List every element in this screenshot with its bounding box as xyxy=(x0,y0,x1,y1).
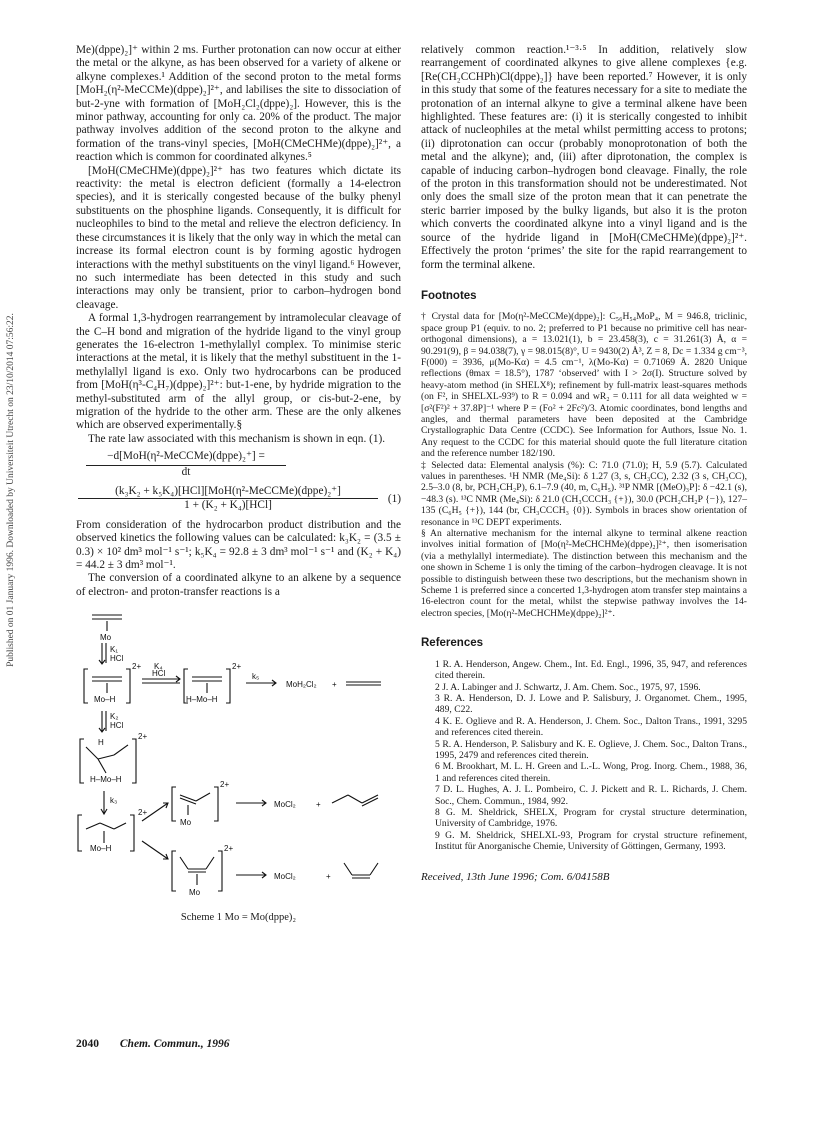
equation-denominator: 1 + (K₂ + K₄)[HCl] xyxy=(184,499,272,512)
scheme-charge: 2+ xyxy=(138,732,148,742)
journal-name: Chem. Commun., 1996 xyxy=(119,1038,230,1050)
equation-number: (1) xyxy=(387,493,401,505)
body-paragraph: Me)(dppe)₂]⁺ within 2 ms. Further protonation can now occur at either the metal or the alkyne, as has been observed for a variety of alkene or alkyne complexes.¹ Addition of the second proton to the metal forms [MoH₂(η²-MeCCMe)(dppe)₂]²⁺, and labilises the site to dissociation of but-2-yne with formation of [MoH₂Cl₂(dppe)₂]. However, this is the minor pathway, accounting for only ca. 20% of the product. The major pathway involves addition of the second proton to the alkyne and formation of the trans-vinyl species, [MoH(CMeCHMe)(dppe)₂]²⁺, a reaction which is common for coordinated alkynes.⁵ xyxy=(76,44,401,164)
body-paragraph: relatively common reaction.¹⁻³·⁵ In addition, relatively slow rearrangement of coordinated alkynes to give allene complexes {e.g. [Re(CH₂CCHPh)Cl(dppe)₂]} have been reported.⁷ However, it is only in this study that some of the features necessary for a site to mediate the protonation of an internal alkyne to give a terminal alkene have been highlighted. These features are: (i) it is sterically congested to inhibit attack of nucleophiles at the metal whilst permitting access to protons; (ii) diprotonation can occur (probably monoprotonation of both the metal and the alkyne); and, (iii) after diprotonation, the complex is capable of inducing carbon–hydrogen bond cleavage. Finally, the role of the proton in this transformation should not be underestimated. Not only does the small size of the proton mean that it can penetrate the steric barrier imposed by the bulky ligands, but also it is the proton which converts the coordinated alkyne into a vinyl ligand and is the source of the hydride ligand in [MoH(CMeCHMe)(dppe)₂]²⁺. Effectively the proton ‘primes’ the site for the rapid rearrangement to form the terminal alkene. xyxy=(421,44,747,271)
reference-item: 2 J. A. Labinger and J. Schwartz, J. Am. Chem. Soc., 1975, 97, 1596. xyxy=(435,681,701,693)
reference-item: 9 G. M. Sheldrick, SHELXL-93, Program for crystal structure refinement, Institut für Anorganische Chemie, University of Göttingen, Germany, 1993. xyxy=(435,829,747,853)
scheme-h-label: H xyxy=(98,738,104,748)
scheme-plus: + xyxy=(326,872,331,882)
scheme-k2-label: K₂ xyxy=(110,712,119,722)
reference-item: 4 K. E. Oglieve and R. A. Henderson, J. Chem. Soc., Dalton Trans., 1991, 3295 and references cited therein. xyxy=(435,715,747,739)
scheme-mo-label: Mo xyxy=(189,888,201,898)
received-line: Received, 13th June 1996; Com. 6/04158B xyxy=(421,870,610,883)
scheme-k1-label: K₁ xyxy=(110,645,119,655)
scheme-mo-label: Mo xyxy=(100,633,112,643)
reference-item: 6 M. Brookhart, M. L. H. Green and L.-L. Wong, Prog. Inorg. Chem., 1988, 36, 1 and references cited therein. xyxy=(435,761,747,784)
scheme-k3-label: k₃ xyxy=(110,796,118,806)
scheme-hcl-label: HCl xyxy=(152,669,166,679)
body-paragraph: A formal 1,3-hydrogen rearrangement by intramolecular cleavage of the C–H bond and migration of the hydride ligand to the vinyl group generates the 16-electron 1-methylallyl complex. To minimise steric interactions at the metal, it is likely that the methyl substituent in the 1-methylallyl ligand is exo. Only two hydrocarbons can be produced from [MoH(η³-C₄H₇)(dppe)₂]²⁺: but-1-ene, by hydride migration to the methyl-substituted arm of the allyl group, or cis-but-2-ene, by migration of the hydride to the other arm. These are the only alkenes which are observed experimentally.§ xyxy=(76,312,401,432)
scheme-hmoh-label: H–Mo–H xyxy=(90,775,122,785)
reference-item: 7 D. L. Hughes, A. J. L. Pombeiro, C. J. Pickett and R. L. Richards, J. Chem. Soc., Chem. Commun., 1984, 992. xyxy=(435,784,747,807)
reference-item: 3 R. A. Henderson, D. J. Lowe and P. Salisbury, J. Organomet. Chem., 1995, 489, C22. xyxy=(435,692,747,716)
equation-numerator: (k₃K₂ + k₅K₄)[HCl][MoH(η²-MeCCMe)(dppe)₂⁺] xyxy=(78,485,378,499)
body-paragraph: From consideration of the hydrocarbon product distribution and the observed kinetics the following values can be calculated: k₃K₂ = (3.5 ± 0.3) × 10² dm³ mol⁻¹ s⁻¹; k₅K₄ = 92.8 ± 3 dm³ mol⁻¹ s⁻¹ and (K₂ + K₄) = 44.2 ± 3 dm³ mol⁻¹. xyxy=(76,518,401,572)
scheme-k4-label: K₄ xyxy=(154,662,163,672)
footnote: † Crystal data for [Mo(η²-MeCCMe)(dppe)₂]: C₅₆H₅₄MoP₄, M = 946.8, triclinic, space group P1 (equiv. to no. 2; preferred to P1 because no primitive cell has near-orthogonal dimensions), a = 13.021(1), b = 23.458(3), c = 31.261(3) Å, α = 90.291(9), β = 94.038(7), γ = 98.015(8)°, U = 9430(2) Å³, Z = 8, Dc = 1.334 g cm⁻³, F(000) = 3936, μ(Mo-Kα) = 4.5 cm⁻¹, λ(Mo-Kα) = 0.71069 Å. 2820 Unique reflections (θmax = 18.5°), 1787 ‘observed’ with I > 2σ(I). Structure solved by heavy-atom method (in SHELX⁸); refinement by full-matrix least-squares methods (on F², in SHELXL-93⁹) to R = 0.094 and wR₂ = 0.111 for all data weighted w = [σ²(F²)² + 37.8P]⁻¹ where P = (Fo² + 2Fc²)/3. Atomic coordinates, bond lengths and angles, and thermal parameters have been deposited at the Cambridge Crystallographic Data Centre (CCDC). See Information for Authors, Issue No. 1. Any request to the CCDC for this material should quote the full literature citation and the reference number 182/190. xyxy=(421,311,747,460)
scheme-diagram xyxy=(76,607,401,917)
scheme-k5-label: k₅ xyxy=(252,672,260,682)
scheme-caption: Scheme 1 Mo = Mo(dppe)₂ xyxy=(180,912,297,924)
download-watermark xyxy=(4,280,18,700)
page-number: 2040 xyxy=(76,1038,99,1050)
body-paragraph: The conversion of a coordinated alkyne to an alkene by a sequence of electron- and proton-transfer reactions is a xyxy=(76,572,401,598)
footnote: ‡ Selected data: Elemental analysis (%): C: 71.0 (71.0); H, 5.9 (5.7). Calculated values in parentheses. ¹H NMR (Me₄Si): δ 1.27 (3, s, CH₃CC), 2.32 (3 s, CH₃CC), 2.5–3.0 (8, br, PCH₂CH₂P), 6.1–7.9 (40, m, C₆H₅). ³¹P NMR [(MeO)₃P]: δ −42.1 (s), −48.3 (s). ¹³C NMR (Me₄Si): δ 21.0 (CH₃CCCH₃ {+}), 30.0 (PCH₂CH₂P {−}), 127–135 (C₆H₅ {+}), 144 (br, CH₃CCCH₃ {0}). Symbols in braces show orientation of resonance in ¹³C DEPT experiments. xyxy=(421,459,747,528)
reference-item: 5 R. A. Henderson, P. Salisbury and K. E. Oglieve, J. Chem. Soc., Dalton Trans., 1995, 2479 and references cited therein. xyxy=(435,738,747,761)
footnote: § An alternative mechanism for the internal alkyne to terminal alkene reaction involves initial formation of [Mo(η²-MeCHCHMe)(dppe)₂]²⁺, then isomerisation (via a methylallyl intermediate). The distinction between this mechanism and the one shown in Scheme 1 is only the timing of the carbon–hydrogen cleavage. It is not possible to distinguish between these two descriptions, but the mechanism shown in Scheme 1 is preferred since a concerted 1,3-hydrogen atom transfer step maintains a 16-electron count for the metal, whilst the stepwise pathway involves the 14-electron species, [Mo(η²-MeCHCHMe)(dppe)₂]²⁺. xyxy=(421,528,747,619)
scheme-charge: 2+ xyxy=(132,662,142,672)
scheme-moh-label: Mo–H xyxy=(94,695,116,705)
scheme-moh2cl2-label: MoH₂Cl₂ xyxy=(286,680,317,690)
body-paragraph: The rate law associated with this mechanism is shown in eqn. (1). xyxy=(88,432,386,445)
reference-item: 8 G. M. Sheldrick, SHELX, Program for crystal structure determination, University of Cambridge, 1976. xyxy=(435,806,747,830)
scheme-charge: 2+ xyxy=(220,780,230,790)
scheme-mo-label: Mo xyxy=(180,818,192,828)
left-column xyxy=(76,44,401,937)
scheme-plus: + xyxy=(316,800,321,810)
reference-item: 1 R. A. Henderson, Angew. Chem., Int. Ed. Engl., 1996, 35, 947, and references cited therein. xyxy=(435,658,747,682)
scheme-charge: 2+ xyxy=(224,844,234,854)
equation-fraction xyxy=(76,485,401,513)
scheme-mocl2-label: MoCl₂ xyxy=(274,800,296,810)
body-paragraph: [MoH(CMeCHMe)(dppe)₂]²⁺ has two features which dictate its reactivity: the metal is electron deficient (formally a 14-electron species), and it is sterically congested because of the bulky phenyl substituents on the phosphine ligands. Consequently, it is difficult for nucleophiles to bind to the metal and relieve the electron deficiency. In these circumstances it is likely that the only way in which the metal can increase its formal electron count is by forming agostic hydrogen interactions with the methyl substituents on the vinyl ligand.⁶ However, no such intermediate has been detected in this study and such interactions may only be transient, prior to carbon–hydrogen bond cleavage. xyxy=(76,164,401,311)
scheme-mocl2-label: MoCl₂ xyxy=(274,872,296,882)
reaction-scheme xyxy=(76,607,401,937)
footnotes-heading: Footnotes xyxy=(421,289,477,302)
scheme-hcl-label: HCl xyxy=(110,721,124,731)
equation-dt: dt xyxy=(181,465,191,478)
references-heading: References xyxy=(421,637,484,650)
right-column xyxy=(421,44,747,884)
scheme-charge: 2+ xyxy=(232,662,242,672)
scheme-hcl-label: HCl xyxy=(110,654,124,664)
scheme-moh-label: Mo–H xyxy=(90,844,112,854)
page-footer xyxy=(76,1038,229,1050)
rate-equation xyxy=(76,450,401,513)
scheme-hmoh-label: H–Mo–H xyxy=(186,695,218,705)
scheme-charge: 2+ xyxy=(138,808,148,818)
equation-lhs: −d[MoH(η²-MeCCMe)(dppe)₂⁺] = xyxy=(86,450,286,465)
download-notice: Published on 01 January 1996. Downloaded by Universiteit Utrecht on 23/10/2014 07:56:22. xyxy=(6,313,16,667)
scheme-plus: + xyxy=(332,680,337,690)
reference-list xyxy=(421,659,747,853)
